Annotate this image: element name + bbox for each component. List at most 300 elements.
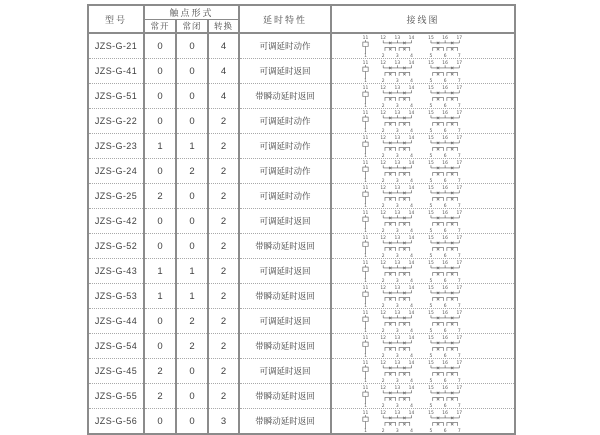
svg-text:17: 17	[456, 86, 463, 92]
wiring-diagram-icon	[353, 410, 493, 433]
svg-text:11: 11	[362, 211, 369, 217]
delay-characteristic-cell: 可调延时动作	[239, 33, 331, 59]
svg-text:3: 3	[395, 204, 399, 210]
wiring-diagram-icon	[353, 110, 493, 133]
svg-text:7: 7	[457, 354, 461, 360]
normally-open-cell: 0	[144, 33, 176, 59]
svg-text:11: 11	[362, 36, 369, 42]
svg-text:7: 7	[457, 229, 461, 235]
svg-text:5: 5	[429, 129, 433, 135]
svg-text:7: 7	[457, 54, 461, 60]
svg-text:13: 13	[394, 86, 401, 92]
wiring-diagram-icon	[353, 210, 493, 233]
svg-text:7: 7	[457, 79, 461, 85]
svg-text:14: 14	[408, 261, 415, 267]
svg-text:11: 11	[362, 186, 369, 192]
delay-characteristic-cell: 可调延时动作	[239, 109, 331, 134]
header-model: 型号	[88, 5, 144, 33]
wiring-diagram-cell	[331, 284, 515, 309]
svg-text:15: 15	[428, 386, 434, 392]
normally-open-cell: 0	[144, 409, 176, 435]
svg-text:5: 5	[429, 204, 433, 210]
normally-closed-cell: 1	[176, 259, 208, 284]
svg-text:5: 5	[429, 304, 433, 310]
svg-text:12: 12	[380, 386, 387, 392]
svg-text:11: 11	[362, 386, 369, 392]
delay-characteristic-cell: 可调延时返回	[239, 59, 331, 84]
svg-text:17: 17	[456, 186, 463, 192]
wiring-diagram-cell	[331, 309, 515, 334]
svg-text:5: 5	[429, 404, 433, 410]
svg-text:16: 16	[442, 261, 448, 267]
normally-closed-cell: 1	[176, 284, 208, 309]
changeover-cell: 4	[208, 33, 239, 59]
svg-text:1: 1	[364, 304, 367, 310]
svg-text:6: 6	[443, 354, 447, 360]
normally-closed-cell: 0	[176, 384, 208, 409]
svg-text:5: 5	[429, 179, 433, 185]
normally-open-cell: 0	[144, 209, 176, 234]
svg-text:6: 6	[443, 379, 447, 385]
svg-text:2: 2	[381, 79, 385, 85]
normally-open-cell: 2	[144, 384, 176, 409]
svg-text:14: 14	[408, 111, 415, 117]
wiring-diagram-cell	[331, 59, 515, 84]
svg-text:12: 12	[380, 111, 387, 117]
svg-text:14: 14	[408, 311, 415, 317]
svg-text:6: 6	[443, 404, 447, 410]
table-row	[88, 134, 515, 159]
svg-text:1: 1	[364, 54, 367, 60]
svg-text:17: 17	[456, 411, 463, 417]
svg-text:1: 1	[364, 329, 367, 335]
svg-text:1: 1	[364, 279, 367, 285]
svg-text:14: 14	[408, 86, 415, 92]
svg-text:5: 5	[429, 329, 433, 335]
svg-text:4: 4	[410, 154, 413, 160]
svg-text:3: 3	[395, 179, 399, 185]
model-cell: JZS-G-44	[88, 309, 144, 334]
svg-text:3: 3	[395, 304, 399, 310]
svg-text:15: 15	[428, 36, 434, 42]
wiring-diagram-cell	[331, 259, 515, 284]
svg-text:6: 6	[443, 179, 447, 185]
header-wiring-diagram: 接线图	[331, 5, 515, 33]
svg-text:15: 15	[428, 186, 434, 192]
wiring-diagram-cell	[331, 84, 515, 109]
svg-text:16: 16	[442, 411, 448, 417]
svg-text:14: 14	[408, 236, 415, 242]
svg-text:14: 14	[408, 286, 415, 292]
normally-open-cell: 0	[144, 109, 176, 134]
svg-text:13: 13	[394, 236, 401, 242]
svg-text:3: 3	[395, 429, 399, 435]
svg-text:6: 6	[443, 204, 447, 210]
model-cell: JZS-G-22	[88, 109, 144, 134]
svg-text:16: 16	[442, 86, 448, 92]
svg-text:5: 5	[429, 154, 433, 160]
model-cell: JZS-G-45	[88, 359, 144, 384]
normally-closed-cell: 2	[176, 309, 208, 334]
svg-text:5: 5	[429, 104, 433, 110]
svg-text:4: 4	[410, 129, 413, 135]
svg-text:1: 1	[364, 354, 367, 360]
svg-text:12: 12	[380, 311, 387, 317]
svg-text:11: 11	[362, 111, 369, 117]
delay-characteristic-cell: 可调延时返回	[239, 309, 331, 334]
model-cell: JZS-G-56	[88, 409, 144, 435]
model-cell: JZS-G-42	[88, 209, 144, 234]
svg-text:3: 3	[395, 154, 399, 160]
delay-characteristic-cell: 带瞬动延时返回	[239, 384, 331, 409]
table-row	[88, 109, 515, 134]
table-row	[88, 309, 515, 334]
table-row	[88, 284, 515, 309]
wiring-diagram-icon	[353, 60, 493, 83]
svg-text:12: 12	[380, 336, 387, 342]
normally-open-cell: 0	[144, 309, 176, 334]
model-cell: JZS-G-24	[88, 159, 144, 184]
table-row	[88, 384, 515, 409]
svg-text:11: 11	[362, 336, 369, 342]
svg-text:2: 2	[381, 179, 385, 185]
svg-text:15: 15	[428, 236, 434, 242]
svg-text:14: 14	[408, 61, 415, 67]
svg-text:13: 13	[394, 161, 401, 167]
delay-characteristic-cell: 可调延时返回	[239, 209, 331, 234]
svg-text:4: 4	[410, 254, 413, 260]
svg-text:12: 12	[380, 61, 387, 67]
table-body	[88, 33, 515, 434]
svg-text:15: 15	[428, 261, 434, 267]
normally-closed-cell: 0	[176, 33, 208, 59]
svg-text:3: 3	[395, 329, 399, 335]
table-row	[88, 409, 515, 435]
svg-text:17: 17	[456, 161, 463, 167]
wiring-diagram-cell	[331, 359, 515, 384]
svg-text:5: 5	[429, 254, 433, 260]
svg-text:2: 2	[381, 54, 385, 60]
svg-text:5: 5	[429, 229, 433, 235]
changeover-cell: 4	[208, 84, 239, 109]
svg-text:4: 4	[410, 179, 413, 185]
svg-text:3: 3	[395, 129, 399, 135]
svg-text:17: 17	[456, 136, 463, 142]
svg-text:3: 3	[395, 254, 399, 260]
svg-text:2: 2	[381, 429, 385, 435]
svg-text:4: 4	[410, 204, 413, 210]
svg-text:3: 3	[395, 104, 399, 110]
normally-closed-cell: 0	[176, 409, 208, 435]
svg-text:2: 2	[381, 229, 385, 235]
wiring-diagram-cell	[331, 109, 515, 134]
svg-text:16: 16	[442, 236, 448, 242]
svg-text:6: 6	[443, 154, 447, 160]
normally-open-cell: 1	[144, 134, 176, 159]
svg-text:17: 17	[456, 61, 463, 67]
svg-text:7: 7	[457, 379, 461, 385]
normally-open-cell: 1	[144, 284, 176, 309]
table-row	[88, 59, 515, 84]
svg-text:3: 3	[395, 54, 399, 60]
svg-text:3: 3	[395, 404, 399, 410]
svg-text:6: 6	[443, 229, 447, 235]
svg-text:12: 12	[380, 36, 387, 42]
wiring-diagram-icon	[353, 360, 493, 383]
wiring-diagram-cell	[331, 33, 515, 59]
svg-text:5: 5	[429, 54, 433, 60]
svg-text:4: 4	[410, 54, 413, 60]
svg-text:1: 1	[364, 229, 367, 235]
model-cell: JZS-G-51	[88, 84, 144, 109]
svg-text:13: 13	[394, 336, 401, 342]
model-cell: JZS-G-54	[88, 334, 144, 359]
svg-text:2: 2	[381, 129, 385, 135]
svg-text:16: 16	[442, 36, 448, 42]
table-row	[88, 334, 515, 359]
svg-text:1: 1	[364, 154, 367, 160]
changeover-cell: 2	[208, 259, 239, 284]
svg-text:17: 17	[456, 336, 463, 342]
wiring-diagram-cell	[331, 384, 515, 409]
svg-text:16: 16	[442, 111, 448, 117]
svg-text:3: 3	[395, 354, 399, 360]
changeover-cell: 2	[208, 309, 239, 334]
model-cell: JZS-G-55	[88, 384, 144, 409]
svg-text:5: 5	[429, 429, 433, 435]
header-contact-form: 触点形式	[144, 5, 239, 20]
svg-text:2: 2	[381, 379, 385, 385]
svg-text:15: 15	[428, 86, 434, 92]
model-cell: JZS-G-52	[88, 234, 144, 259]
svg-text:1: 1	[364, 104, 367, 110]
svg-text:12: 12	[380, 86, 387, 92]
normally-open-cell: 0	[144, 334, 176, 359]
svg-text:14: 14	[408, 211, 415, 217]
wiring-diagram-icon	[353, 35, 493, 58]
svg-text:11: 11	[362, 136, 369, 142]
svg-text:16: 16	[442, 161, 448, 167]
svg-text:11: 11	[362, 61, 369, 67]
changeover-cell: 2	[208, 159, 239, 184]
svg-text:12: 12	[380, 361, 387, 367]
svg-text:13: 13	[394, 186, 401, 192]
svg-text:13: 13	[394, 211, 401, 217]
relay-spec-table	[87, 4, 516, 435]
svg-text:15: 15	[428, 111, 434, 117]
svg-text:7: 7	[457, 154, 461, 160]
svg-text:7: 7	[457, 204, 461, 210]
svg-text:13: 13	[394, 286, 401, 292]
svg-text:12: 12	[380, 236, 387, 242]
svg-text:16: 16	[442, 136, 448, 142]
svg-text:3: 3	[395, 279, 399, 285]
normally-closed-cell: 1	[176, 134, 208, 159]
delay-characteristic-cell: 带瞬动延时返回	[239, 234, 331, 259]
normally-closed-cell: 0	[176, 84, 208, 109]
svg-text:7: 7	[457, 279, 461, 285]
svg-text:4: 4	[410, 354, 413, 360]
svg-text:11: 11	[362, 236, 369, 242]
svg-text:12: 12	[380, 411, 387, 417]
changeover-cell: 3	[208, 409, 239, 435]
svg-text:4: 4	[410, 279, 413, 285]
svg-text:12: 12	[380, 186, 387, 192]
svg-text:16: 16	[442, 336, 448, 342]
svg-text:11: 11	[362, 86, 369, 92]
svg-text:15: 15	[428, 286, 434, 292]
svg-text:13: 13	[394, 386, 401, 392]
svg-text:2: 2	[381, 279, 385, 285]
table-row	[88, 359, 515, 384]
svg-text:13: 13	[394, 311, 401, 317]
svg-text:17: 17	[456, 361, 463, 367]
svg-text:4: 4	[410, 329, 413, 335]
svg-text:7: 7	[457, 129, 461, 135]
svg-text:6: 6	[443, 254, 447, 260]
svg-text:1: 1	[364, 179, 367, 185]
table-row	[88, 33, 515, 59]
changeover-cell: 2	[208, 284, 239, 309]
svg-text:4: 4	[410, 429, 413, 435]
delay-characteristic-cell: 可调延时返回	[239, 259, 331, 284]
table-row	[88, 184, 515, 209]
svg-text:13: 13	[394, 136, 401, 142]
header-normally-open: 常开	[144, 20, 176, 34]
model-cell: JZS-G-43	[88, 259, 144, 284]
wiring-diagram-icon	[353, 160, 493, 183]
svg-text:4: 4	[410, 104, 413, 110]
svg-text:12: 12	[380, 161, 387, 167]
svg-text:16: 16	[442, 361, 448, 367]
svg-text:13: 13	[394, 61, 401, 67]
svg-text:16: 16	[442, 286, 448, 292]
delay-characteristic-cell: 可调延时动作	[239, 159, 331, 184]
svg-text:2: 2	[381, 204, 385, 210]
svg-text:5: 5	[429, 354, 433, 360]
changeover-cell: 2	[208, 209, 239, 234]
svg-text:2: 2	[381, 254, 385, 260]
svg-text:14: 14	[408, 161, 415, 167]
model-cell: JZS-G-25	[88, 184, 144, 209]
svg-text:12: 12	[380, 211, 387, 217]
delay-characteristic-cell: 带瞬动延时返回	[239, 284, 331, 309]
svg-text:13: 13	[394, 111, 401, 117]
changeover-cell: 4	[208, 59, 239, 84]
normally-open-cell: 0	[144, 84, 176, 109]
normally-closed-cell: 2	[176, 334, 208, 359]
header-normally-closed: 常闭	[176, 20, 208, 34]
svg-text:6: 6	[443, 279, 447, 285]
svg-text:14: 14	[408, 36, 415, 42]
wiring-diagram-cell	[331, 184, 515, 209]
svg-text:14: 14	[408, 136, 415, 142]
svg-text:17: 17	[456, 211, 463, 217]
table-row	[88, 159, 515, 184]
svg-text:2: 2	[381, 354, 385, 360]
changeover-cell: 2	[208, 184, 239, 209]
svg-text:7: 7	[457, 429, 461, 435]
svg-text:15: 15	[428, 161, 434, 167]
svg-text:13: 13	[394, 411, 401, 417]
svg-text:16: 16	[442, 386, 448, 392]
svg-text:4: 4	[410, 404, 413, 410]
svg-text:11: 11	[362, 311, 369, 317]
delay-characteristic-cell: 带瞬动延时返回	[239, 84, 331, 109]
svg-text:14: 14	[408, 386, 415, 392]
svg-text:4: 4	[410, 379, 413, 385]
svg-text:11: 11	[362, 161, 369, 167]
model-cell: JZS-G-21	[88, 33, 144, 59]
svg-text:17: 17	[456, 286, 463, 292]
wiring-diagram-icon	[353, 235, 493, 258]
normally-closed-cell: 0	[176, 184, 208, 209]
svg-text:1: 1	[364, 79, 367, 85]
svg-text:16: 16	[442, 311, 448, 317]
svg-text:17: 17	[456, 386, 463, 392]
svg-text:15: 15	[428, 411, 434, 417]
normally-open-cell: 1	[144, 259, 176, 284]
svg-text:7: 7	[457, 304, 461, 310]
wiring-diagram-icon	[353, 185, 493, 208]
delay-characteristic-cell: 可调延时动作	[239, 184, 331, 209]
svg-text:11: 11	[362, 411, 369, 417]
svg-text:5: 5	[429, 379, 433, 385]
svg-text:13: 13	[394, 361, 401, 367]
model-cell: JZS-G-23	[88, 134, 144, 159]
svg-text:6: 6	[443, 304, 447, 310]
wiring-diagram-icon	[353, 85, 493, 108]
delay-characteristic-cell: 带瞬动延时返回	[239, 409, 331, 435]
svg-text:7: 7	[457, 404, 461, 410]
table-row	[88, 84, 515, 109]
delay-characteristic-cell: 可调延时动作	[239, 134, 331, 159]
svg-text:15: 15	[428, 211, 434, 217]
wiring-diagram-cell	[331, 159, 515, 184]
svg-text:11: 11	[362, 286, 369, 292]
wiring-diagram-cell	[331, 409, 515, 435]
svg-text:17: 17	[456, 311, 463, 317]
changeover-cell: 2	[208, 134, 239, 159]
svg-text:4: 4	[410, 79, 413, 85]
svg-text:7: 7	[457, 329, 461, 335]
svg-text:16: 16	[442, 211, 448, 217]
svg-text:12: 12	[380, 136, 387, 142]
svg-text:7: 7	[457, 179, 461, 185]
svg-text:14: 14	[408, 336, 415, 342]
svg-text:14: 14	[408, 186, 415, 192]
wiring-diagram-icon	[353, 385, 493, 408]
changeover-cell: 2	[208, 359, 239, 384]
svg-text:16: 16	[442, 186, 448, 192]
normally-closed-cell: 0	[176, 109, 208, 134]
wiring-diagram-cell	[331, 134, 515, 159]
svg-text:15: 15	[428, 136, 434, 142]
svg-text:2: 2	[381, 404, 385, 410]
svg-text:11: 11	[362, 361, 369, 367]
svg-text:6: 6	[443, 79, 447, 85]
svg-text:15: 15	[428, 336, 434, 342]
svg-text:4: 4	[410, 229, 413, 235]
wiring-diagram-icon	[353, 310, 493, 333]
svg-text:1: 1	[364, 429, 367, 435]
normally-open-cell: 2	[144, 359, 176, 384]
svg-text:5: 5	[429, 279, 433, 285]
wiring-diagram-cell	[331, 334, 515, 359]
normally-closed-cell: 0	[176, 359, 208, 384]
svg-text:6: 6	[443, 129, 447, 135]
table-row	[88, 234, 515, 259]
